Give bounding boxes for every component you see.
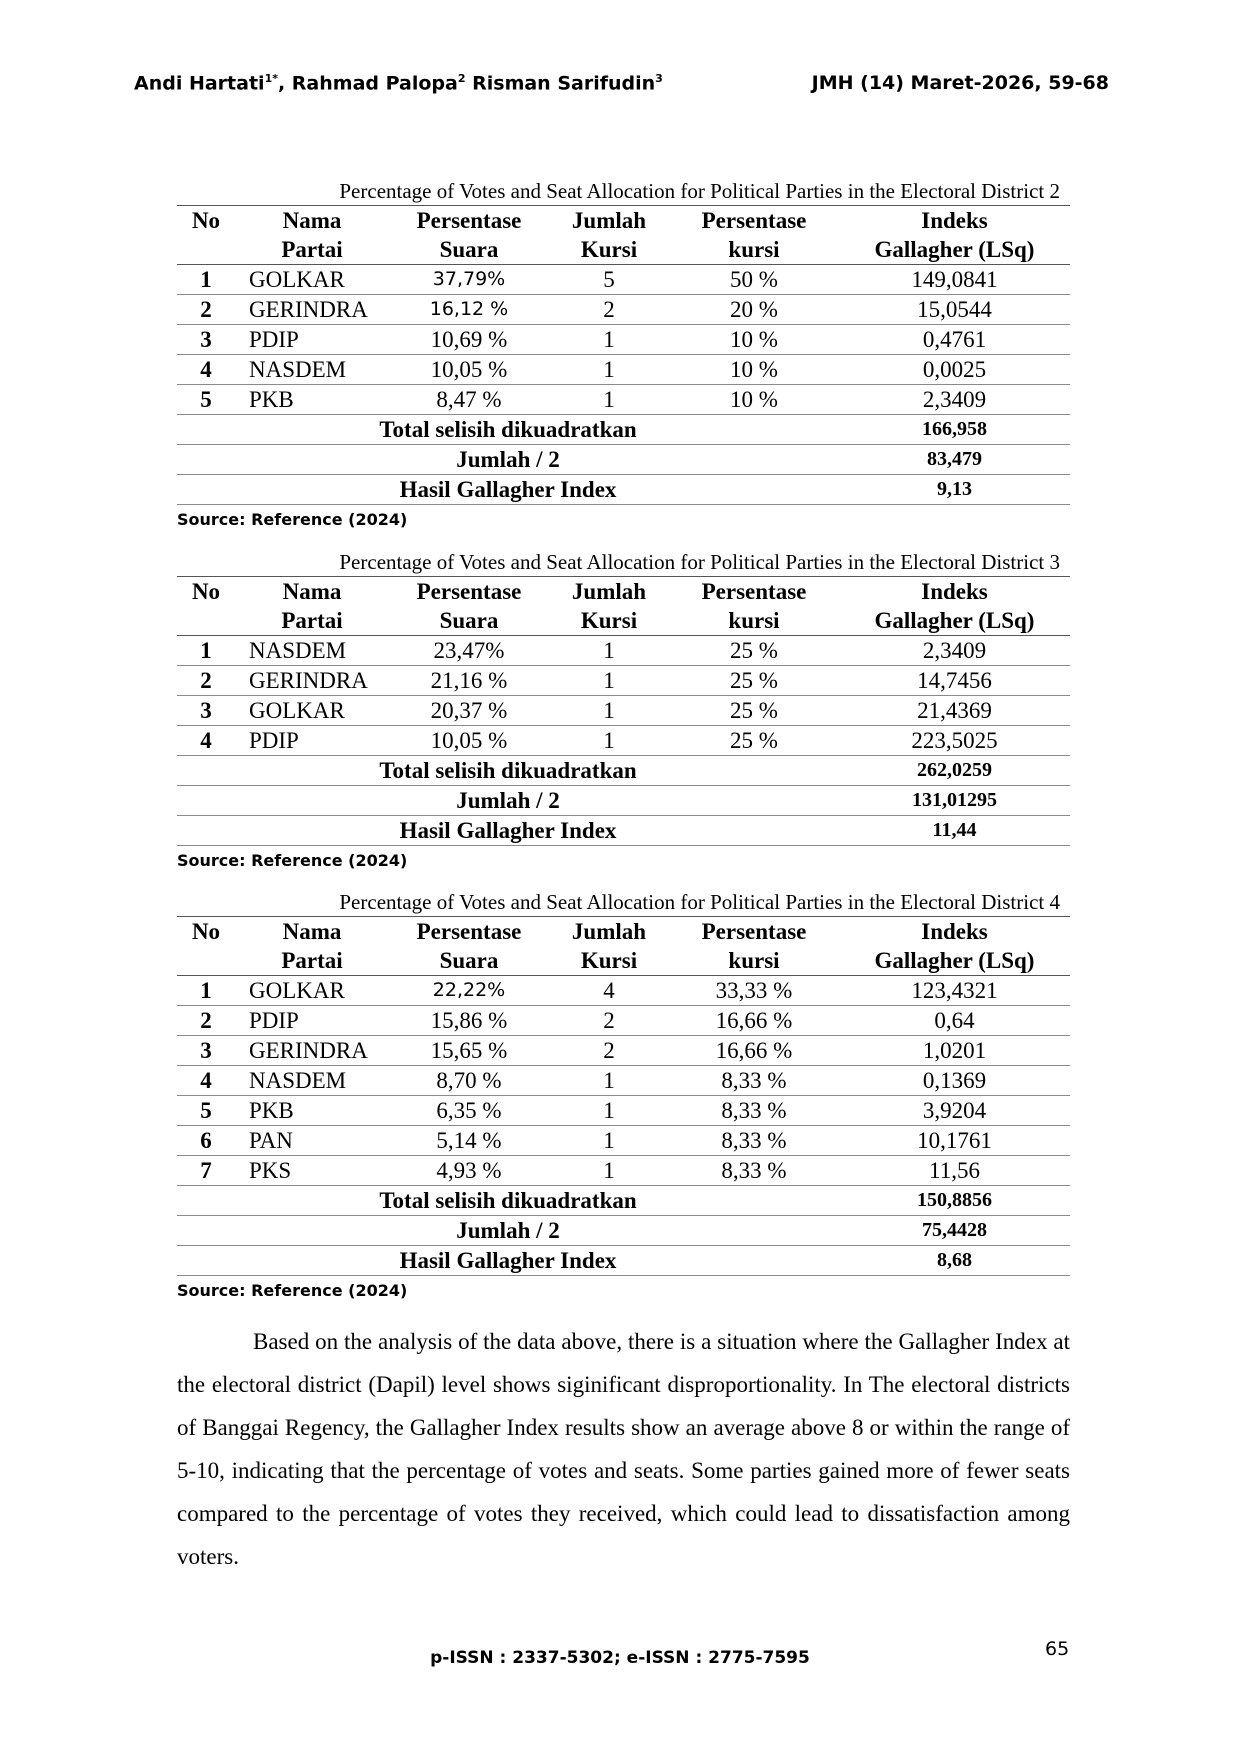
row-seats: 1 [603, 668, 615, 693]
header-party: Nama Partai [281, 919, 343, 973]
row-no: 2 [200, 668, 212, 693]
half-label: Jumlah / 2 [456, 447, 560, 472]
row-votes: 10,69 % [430, 327, 508, 352]
table-caption: Percentage of Votes and Seat Allocation for Political Parties in the Electoral District 2 [339, 179, 1060, 203]
row-votes: 10,05 % [430, 728, 508, 753]
table-source: Source: Reference (2024) [177, 1281, 408, 1300]
table-row [177, 1006, 1070, 1036]
journal-citation: JMH (14) Maret-2026, 59-68 [811, 72, 1109, 94]
row-no: 5 [200, 1098, 212, 1123]
row-no: 1 [200, 978, 212, 1003]
row-seats: 1 [603, 638, 615, 663]
row-lsq: 2,3409 [922, 638, 987, 663]
row-party: NASDEM [249, 357, 347, 382]
row-seat-pct: 33,33 % [715, 978, 793, 1003]
row-seats: 1 [603, 698, 615, 723]
row-seat-pct: 8,33 % [721, 1128, 787, 1153]
table-row [177, 1096, 1070, 1126]
row-votes: 15,65 % [430, 1038, 508, 1063]
row-lsq: 21,4369 [917, 698, 992, 723]
table-row [177, 1126, 1070, 1156]
row-no: 6 [200, 1128, 212, 1153]
row-party: PKB [249, 1098, 294, 1123]
table-row [177, 1156, 1070, 1186]
row-party: GOLKAR [249, 978, 345, 1003]
header-no: No [191, 579, 221, 604]
row-lsq: 11,56 [929, 1158, 980, 1183]
table-row [177, 636, 1070, 666]
table-header [177, 577, 1070, 636]
row-party: PKS [249, 1158, 292, 1183]
district-4-block [177, 888, 1070, 1306]
row-seats: 1 [603, 387, 615, 412]
page-number: 65 [1045, 1638, 1070, 1660]
row-seat-pct: 10 % [730, 357, 778, 382]
table-row [177, 295, 1070, 325]
half-row [177, 445, 1070, 475]
result-row [177, 475, 1070, 505]
header-no: No [191, 208, 221, 233]
table-row [177, 666, 1070, 696]
row-lsq: 0,0025 [922, 357, 987, 382]
row-seats: 1 [603, 1158, 615, 1183]
row-seats: 1 [603, 1128, 615, 1153]
header-seat-pct: Persentase kursi [701, 579, 807, 633]
result-label: Hasil Gallagher Index [399, 477, 617, 502]
row-votes: 23,47% [433, 638, 505, 663]
header-lsq: Indeks Gallagher (LSq) [874, 919, 1035, 973]
row-seat-pct: 25 % [730, 638, 778, 663]
row-party: PDIP [249, 327, 299, 352]
row-party: PKB [249, 387, 294, 412]
row-seats: 4 [603, 978, 615, 1003]
row-party: PDIP [249, 1008, 299, 1033]
header-seat-pct: Persentase kursi [701, 208, 807, 262]
row-party: GERINDRA [249, 297, 368, 322]
page-footer [0, 1638, 1240, 1668]
row-seat-pct: 8,33 % [721, 1098, 787, 1123]
header-lsq: Indeks Gallagher (LSq) [874, 579, 1035, 633]
district-2-table [177, 205, 1070, 505]
row-lsq: 0,64 [934, 1008, 975, 1033]
row-seat-pct: 10 % [730, 387, 778, 412]
author-3: Risman Sarifudin [465, 72, 656, 95]
row-votes: 21,16 % [430, 668, 508, 693]
half-row [177, 1216, 1070, 1246]
row-seats: 2 [603, 297, 615, 322]
row-lsq: 2,3409 [922, 387, 987, 412]
district-3-block [177, 548, 1070, 876]
table-row [177, 1066, 1070, 1096]
total-label: Total selisih dikuadratkan [379, 1188, 637, 1213]
header-seats: Jumlah Kursi [571, 919, 647, 973]
district-3-table [177, 576, 1070, 846]
row-no: 7 [200, 1158, 212, 1183]
row-seat-pct: 20 % [730, 297, 778, 322]
row-no: 3 [200, 1038, 212, 1063]
row-seat-pct: 25 % [730, 698, 778, 723]
table-row [177, 385, 1070, 415]
table-row [177, 696, 1070, 726]
table-source: Source: Reference (2024) [177, 510, 408, 529]
result-row [177, 816, 1070, 846]
author-2-affiliation: 2 [457, 72, 466, 85]
table-header [177, 917, 1070, 976]
table-caption: Percentage of Votes and Seat Allocation for Political Parties in the Electoral District 4 [339, 890, 1060, 914]
header-votes: Persentase Suara [416, 919, 522, 973]
row-seats: 2 [603, 1038, 615, 1063]
row-seats: 5 [603, 267, 615, 292]
row-seat-pct: 25 % [730, 728, 778, 753]
row-no: 1 [200, 638, 212, 663]
row-seat-pct: 25 % [730, 668, 778, 693]
row-no: 3 [200, 327, 212, 352]
row-party: GERINDRA [249, 1038, 368, 1063]
half-value: 83,479 [927, 448, 982, 470]
row-lsq: 0,4761 [922, 327, 987, 352]
table-caption: Percentage of Votes and Seat Allocation for Political Parties in the Electoral District 3 [339, 550, 1060, 574]
row-seat-pct: 16,66 % [715, 1008, 793, 1033]
row-votes: 22,22% [432, 979, 506, 1001]
row-lsq: 14,7456 [917, 668, 992, 693]
row-votes: 15,86 % [430, 1008, 508, 1033]
total-label: Total selisih dikuadratkan [379, 417, 637, 442]
row-votes: 6,35 % [436, 1098, 502, 1123]
table-row [177, 1036, 1070, 1066]
author-1: Andi Hartati [134, 72, 265, 95]
row-seat-pct: 10 % [730, 327, 778, 352]
total-value: 166,958 [922, 418, 987, 440]
half-value: 75,4428 [922, 1219, 987, 1241]
total-row [177, 1186, 1070, 1216]
row-no: 5 [200, 387, 212, 412]
half-label: Jumlah / 2 [456, 1218, 560, 1243]
row-party: PAN [249, 1128, 293, 1153]
row-lsq: 0,1369 [922, 1068, 987, 1093]
author-list [134, 72, 663, 94]
total-row [177, 415, 1070, 445]
total-value: 262,0259 [917, 759, 992, 781]
row-party: NASDEM [249, 1068, 347, 1093]
running-head [134, 72, 1109, 102]
row-no: 1 [200, 267, 212, 292]
row-seat-pct: 8,33 % [721, 1068, 787, 1093]
row-votes: 8,70 % [436, 1068, 502, 1093]
row-votes: 37,79% [432, 268, 506, 290]
header-seat-pct: Persentase kursi [701, 919, 807, 973]
header-seats: Jumlah Kursi [571, 579, 647, 633]
row-lsq: 15,0544 [917, 297, 992, 322]
row-party: GOLKAR [249, 267, 345, 292]
row-votes: 20,37 % [430, 698, 508, 723]
row-no: 4 [200, 728, 212, 753]
total-row [177, 756, 1070, 786]
row-seat-pct: 50 % [730, 267, 778, 292]
row-lsq: 3,9204 [922, 1098, 987, 1123]
result-value: 8,68 [937, 1249, 972, 1271]
row-votes: 8,47 % [436, 387, 502, 412]
header-lsq: Indeks Gallagher (LSq) [874, 208, 1035, 262]
row-votes: 10,05 % [430, 357, 508, 382]
author-1-affiliation: 1* [264, 72, 278, 85]
author-2: , Rahmad Palopa [277, 72, 458, 95]
row-seats: 1 [603, 1098, 615, 1123]
row-party: GOLKAR [249, 698, 345, 723]
result-label: Hasil Gallagher Index [399, 1248, 617, 1273]
row-no: 2 [200, 1008, 212, 1033]
analysis-paragraph: Based on the analysis of the data above, there is a situation where the Gallagher Index at the electoral district (Dapil) level shows siginificant disproportionality. In The electoral districts of Banggai Regency, the Gallagher Index results show an average above 8 or within the range of 5-10, indicating that the percentage of votes and seats. Some parties gained more of fewer seats compared to the percentage of votes they received, which could lead to dissatisfaction among voters. [177, 1329, 1070, 1569]
row-party: PDIP [249, 728, 299, 753]
table-row [177, 976, 1070, 1006]
row-seats: 1 [603, 327, 615, 352]
row-seat-pct: 16,66 % [715, 1038, 793, 1063]
header-party: Nama Partai [281, 579, 343, 633]
row-votes: 16,12 % [429, 298, 509, 320]
row-lsq: 10,1761 [917, 1128, 992, 1153]
half-label: Jumlah / 2 [456, 788, 560, 813]
row-no: 3 [200, 698, 212, 723]
result-row [177, 1246, 1070, 1276]
row-seats: 1 [603, 357, 615, 382]
row-lsq: 1,0201 [922, 1038, 987, 1063]
result-label: Hasil Gallagher Index [399, 818, 617, 843]
total-value: 150,8856 [917, 1189, 992, 1211]
row-seats: 2 [603, 1008, 615, 1033]
table-row [177, 726, 1070, 756]
result-value: 9,13 [937, 478, 972, 500]
district-4-table [177, 916, 1070, 1276]
header-votes: Persentase Suara [416, 208, 522, 262]
table-row [177, 355, 1070, 385]
result-value: 11,44 [932, 819, 977, 841]
row-no: 2 [200, 297, 212, 322]
district-2-block [177, 177, 1070, 535]
row-votes: 4,93 % [436, 1158, 502, 1183]
total-label: Total selisih dikuadratkan [379, 758, 637, 783]
row-votes: 5,14 % [436, 1128, 502, 1153]
table-row [177, 325, 1070, 355]
table-row [177, 265, 1070, 295]
header-no: No [191, 919, 221, 944]
header-seats: Jumlah Kursi [571, 208, 647, 262]
row-party: NASDEM [249, 638, 347, 663]
table-header [177, 206, 1070, 265]
header-votes: Persentase Suara [416, 579, 522, 633]
row-seat-pct: 8,33 % [721, 1158, 787, 1183]
header-party: Nama Partai [281, 208, 343, 262]
row-seats: 1 [603, 728, 615, 753]
row-no: 4 [200, 357, 212, 382]
row-seats: 1 [603, 1068, 615, 1093]
row-lsq: 149,0841 [911, 267, 998, 292]
issn-line: p-ISSN : 2337-5302; e-ISSN : 2775-7595 [430, 1648, 810, 1668]
table-source: Source: Reference (2024) [177, 851, 408, 870]
row-lsq: 123,4321 [911, 978, 998, 1003]
row-lsq: 223,5025 [911, 728, 998, 753]
author-3-affiliation: 3 [655, 72, 663, 85]
half-row [177, 786, 1070, 816]
row-party: GERINDRA [249, 668, 368, 693]
row-no: 4 [200, 1068, 212, 1093]
half-value: 131,01295 [912, 789, 997, 811]
